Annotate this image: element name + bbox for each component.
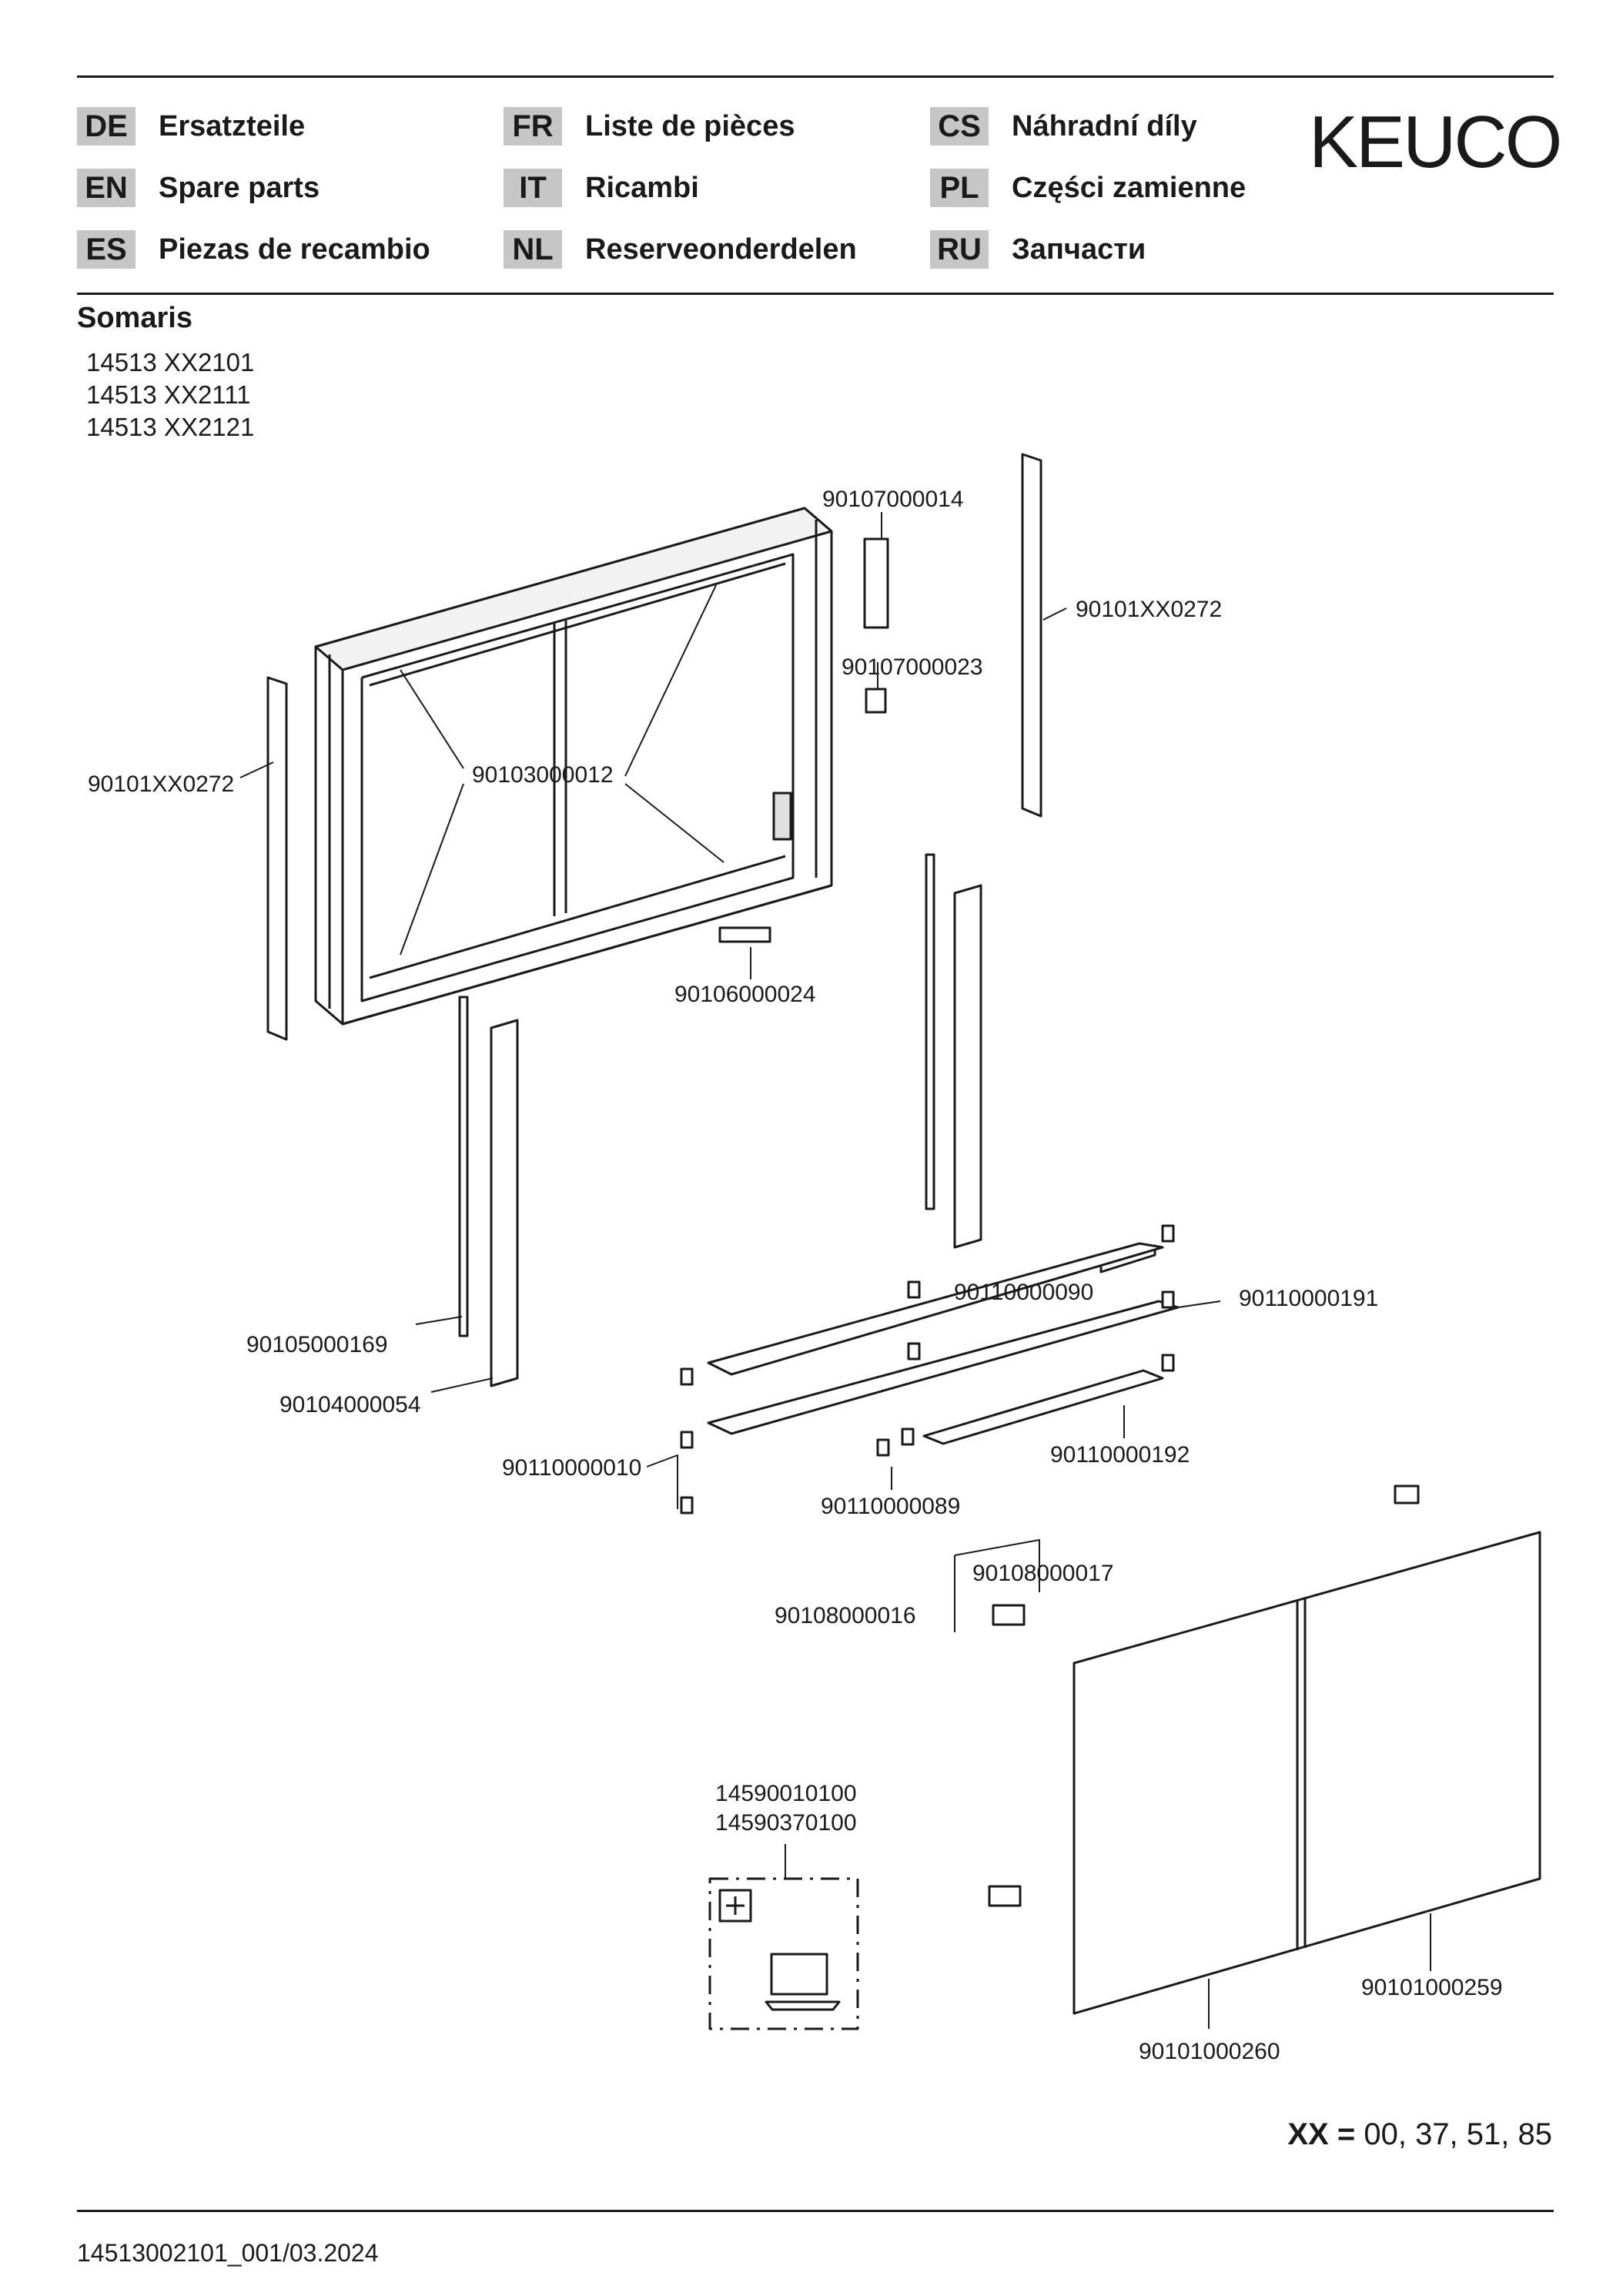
part-label: 90110000192 — [1050, 1442, 1190, 1468]
part-label: 14590370100 — [715, 1810, 857, 1836]
lang-label: Części zamienne — [1012, 171, 1247, 204]
part-label: 90110000090 — [954, 1280, 1094, 1305]
part-label: 90110000089 — [821, 1494, 961, 1519]
part-label: 90107000014 — [822, 487, 964, 512]
part-label: 90108000017 — [972, 1561, 1114, 1586]
finish-code-values: 00, 37, 51, 85 — [1364, 2117, 1552, 2151]
lang-label: Spare parts — [159, 171, 320, 204]
side-panel-right — [1022, 454, 1041, 816]
profile-left — [491, 1020, 517, 1386]
lang-label: Ricambi — [585, 171, 699, 204]
lang-label: Piezas de recambio — [159, 233, 430, 266]
rail-right — [926, 855, 934, 1209]
door-clip-middle — [993, 1605, 1024, 1625]
lang-label: Ersatzteile — [159, 109, 306, 142]
model-number: 14513 XX2121 — [86, 413, 255, 441]
part-label: 90110000191 — [1239, 1286, 1379, 1311]
lang-code: CS — [930, 107, 989, 146]
lang-code: DE — [77, 107, 136, 146]
part-label: 90110000010 — [502, 1455, 642, 1481]
door-clip-lower — [989, 1886, 1020, 1906]
document-number: 14513002101_001/03.2024 — [77, 2239, 379, 2267]
keuco-logo: KEUCO — [1309, 101, 1561, 183]
laptop-icon — [771, 1954, 827, 1994]
part-label: 90101XX0272 — [88, 771, 235, 797]
lang-label: Liste de pièces — [585, 109, 795, 142]
finish-code-label: XX = — [1287, 2117, 1356, 2151]
rail-left — [460, 997, 467, 1336]
side-panel-left — [268, 678, 286, 1039]
part-label: 90106000024 — [674, 982, 816, 1007]
finish-code-note — [1287, 2117, 1552, 2152]
model-number: 14513 XX2111 — [86, 380, 251, 409]
part-label: 90108000016 — [775, 1603, 916, 1628]
lang-label: Náhradní díly — [1012, 109, 1197, 142]
hinge-upper — [865, 539, 888, 628]
shelf-1 — [708, 1243, 1163, 1374]
part-label: 90107000023 — [842, 654, 983, 680]
shelf-3 — [924, 1371, 1163, 1444]
lang-code: ES — [77, 230, 136, 269]
part-label: 90105000169 — [246, 1332, 388, 1357]
bottom-connector — [720, 928, 770, 942]
lang-code: NL — [504, 230, 562, 269]
lang-code: FR — [504, 107, 562, 146]
profile-right — [955, 885, 981, 1247]
part-label: 90101000260 — [1139, 2039, 1280, 2064]
part-label: 90103000012 — [472, 762, 614, 788]
lang-label: Запчасти — [1012, 233, 1146, 266]
mirror-doors — [1074, 1532, 1540, 2013]
model-number: 14513 XX2101 — [86, 348, 255, 377]
part-label: 90101000259 — [1361, 1975, 1503, 2000]
lang-code: RU — [930, 230, 989, 269]
product-name: Somaris — [77, 302, 192, 334]
shelf-2 — [708, 1301, 1178, 1434]
lang-label: Reserveonderdelen — [585, 233, 857, 266]
lang-code: EN — [77, 169, 136, 207]
part-label: 90101XX0272 — [1076, 597, 1223, 622]
lang-code: IT — [504, 169, 562, 207]
hinge-clip — [866, 689, 885, 712]
part-label: 90104000054 — [279, 1392, 421, 1417]
door-clip-upper — [1395, 1486, 1418, 1503]
lang-code: PL — [930, 169, 989, 207]
part-label: 14590010100 — [715, 1781, 857, 1806]
